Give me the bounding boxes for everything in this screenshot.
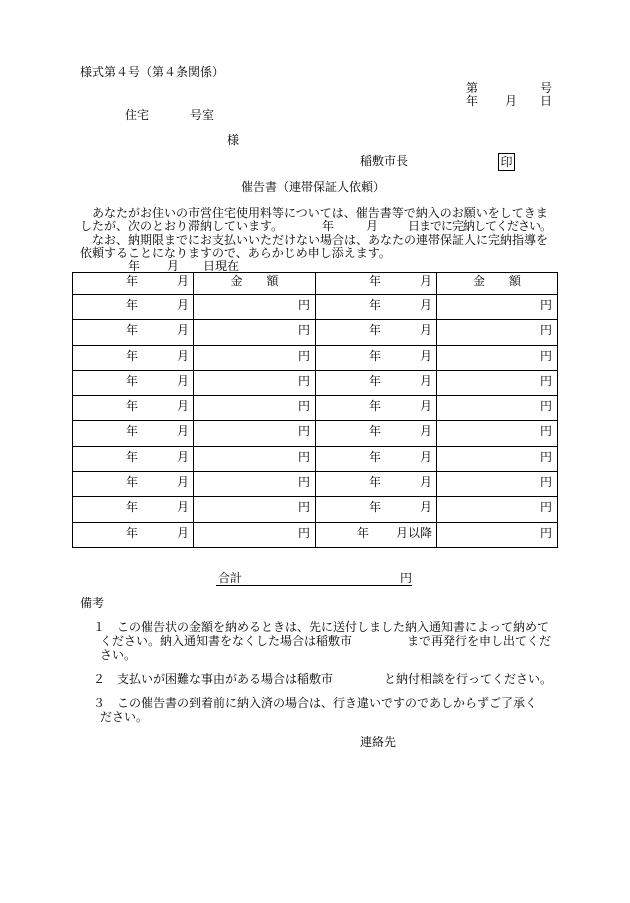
period-cell-left [73, 345, 194, 370]
amount-cell-left [194, 396, 316, 421]
year-label: 年 [126, 399, 139, 414]
period-cell-left [73, 320, 194, 345]
year-label: 年 [369, 500, 382, 515]
period-cell-right [316, 421, 437, 446]
amount-cell-left [194, 295, 316, 320]
table-body [73, 295, 558, 548]
period-cell-left [73, 370, 194, 395]
period-cell-right [316, 446, 437, 471]
table-row [73, 320, 558, 345]
yen-unit: 円 [539, 475, 552, 490]
period-cell-right [316, 396, 437, 421]
year-label: 年 [369, 475, 382, 490]
yen-unit: 円 [539, 348, 552, 363]
header-amount-label: 金 額 [472, 274, 521, 288]
year-label: 年 [126, 449, 139, 464]
header-month-label: 月 [420, 274, 433, 288]
amount-cell-left [194, 522, 316, 547]
month-label: 月 [420, 449, 433, 464]
amount-cell-right [437, 497, 558, 522]
year-label: 年 [126, 298, 139, 312]
deadline-year: 年 [322, 219, 335, 233]
yen-unit: 円 [539, 298, 552, 312]
header-period-right [316, 273, 437, 295]
period-cell-right [316, 320, 437, 345]
yen-unit: 円 [297, 475, 310, 490]
period-cell-right [316, 472, 437, 497]
header-period-left [73, 273, 194, 295]
table-header-row [73, 273, 558, 295]
year-label: 年 [126, 348, 139, 363]
month-label: 月 [177, 449, 190, 464]
remarks-heading: 備考 [80, 596, 105, 610]
yen-unit: 円 [539, 323, 552, 338]
remark-1-line-2a: ください。納入通知書をなくした場合は稲敷市 [100, 634, 353, 648]
period-cell-left [73, 522, 194, 547]
yen-unit: 円 [297, 424, 310, 439]
month-label: 月 [420, 500, 433, 515]
table-row [73, 370, 558, 395]
period-cell-left [73, 472, 194, 497]
year-label: 年 [369, 348, 382, 363]
year-label: 年 [369, 449, 382, 464]
remark-2-part-a: ２ 支払いが困難な事由がある場合は稲敷市 [93, 672, 334, 686]
header-year-label: 年 [369, 274, 382, 288]
header-amount-right [437, 273, 558, 295]
amount-cell-right [437, 370, 558, 395]
period-cell-left [73, 446, 194, 471]
period-cell-right [316, 345, 437, 370]
period-cell-right [316, 497, 437, 522]
amount-cell-left [194, 345, 316, 370]
header-month-label: 月 [177, 274, 190, 288]
as-of-rest: 日現在 [203, 259, 240, 273]
table-row [73, 295, 558, 320]
yen-unit: 円 [539, 500, 552, 515]
remark-2-part-b: と納付相談を行ってください。 [384, 672, 553, 686]
body-paragraph-2-line-1: なお、納期限までにお支払いいただけない場合は、あなたの連帯保証人に完納指導を [80, 233, 549, 247]
year-label: 年 [369, 373, 382, 388]
body-paragraph-1-line-2: したが、次のとおり滞納しています。 [80, 219, 284, 233]
table-row [73, 396, 558, 421]
table-head [73, 273, 558, 295]
period-cell-left [73, 497, 194, 522]
contact-label: 連絡先 [360, 735, 397, 749]
year-label: 年 [126, 323, 139, 338]
deadline-rest: 日までに完納してください。 [408, 219, 552, 233]
year-label: 年 [357, 525, 370, 540]
period-cell-left [73, 421, 194, 446]
month-label: 月 [177, 399, 190, 414]
amount-cell-left [194, 472, 316, 497]
doc-number-suffix: 号 [540, 81, 553, 95]
document-title: 催告書（連帯保証人依頼） [241, 180, 386, 194]
month-label: 月 [420, 323, 433, 338]
header-amount-label: 金 額 [230, 274, 279, 288]
amount-cell-left [194, 320, 316, 345]
amount-cell-left [194, 370, 316, 395]
yen-unit: 円 [297, 500, 310, 515]
remark-1-line-1: １ この催告状の金額を納めるときは、先に送付しました納入通知書によって納めて [93, 620, 550, 634]
total-underline [216, 572, 412, 586]
arrears-table [72, 272, 558, 548]
issue-date-month: 月 [505, 94, 518, 108]
amount-cell-left [194, 421, 316, 446]
year-label: 年 [126, 525, 139, 540]
doc-number-prefix: 第 [466, 81, 479, 95]
month-label: 月 [420, 399, 433, 414]
total-unit: 円 [400, 571, 413, 585]
table-row [73, 497, 558, 522]
amount-cell-left [194, 497, 316, 522]
total-label: 合計 [218, 571, 243, 585]
sender-name: 稲敷市長 [360, 154, 409, 168]
deadline-month: 月 [366, 219, 379, 233]
period-cell-left [73, 396, 194, 421]
month-label: 月 [177, 500, 190, 515]
amount-cell-right [437, 345, 558, 370]
period-cell-right [316, 295, 437, 320]
table-row [73, 472, 558, 497]
month-label: 月 [177, 298, 190, 312]
year-label: 年 [126, 475, 139, 490]
yen-unit: 円 [539, 525, 552, 540]
amount-cell-right [437, 472, 558, 497]
amount-cell-right [437, 522, 558, 547]
year-label: 年 [126, 500, 139, 515]
remark-3-line-2: ださい。 [100, 710, 149, 724]
month-label: 月 [177, 424, 190, 439]
year-label: 年 [369, 323, 382, 338]
yen-unit: 円 [297, 348, 310, 363]
yen-unit: 円 [297, 525, 310, 540]
month-label: 月 [420, 348, 433, 363]
remark-3-line-1: ３ この催告書の到着前に納入済の場合は、行き違いですのであしからずご了承く [93, 696, 538, 710]
period-cell-left [73, 295, 194, 320]
month-label: 月 [420, 424, 433, 439]
month-label: 月 [177, 373, 190, 388]
month-label: 月 [177, 525, 190, 540]
issue-date-year: 年 [466, 94, 479, 108]
yen-unit: 円 [539, 449, 552, 464]
amount-cell-right [437, 320, 558, 345]
issue-date-day: 日 [540, 94, 553, 108]
seal-mark: 印 [498, 153, 515, 171]
amount-cell-right [437, 446, 558, 471]
yen-unit: 円 [297, 399, 310, 414]
remark-1-line-2b: まで再発行を申し出てくだ [407, 634, 552, 648]
table-row [73, 446, 558, 471]
amount-cell-right [437, 421, 558, 446]
table-row [73, 345, 558, 370]
header-amount-left [194, 273, 316, 295]
period-cell-right [316, 370, 437, 395]
remark-1-line-3: さい。 [100, 648, 137, 662]
month-label: 月以降 [396, 525, 433, 540]
yen-unit: 円 [539, 399, 552, 414]
yen-unit: 円 [297, 323, 310, 338]
month-label: 月 [420, 373, 433, 388]
month-label: 月 [177, 323, 190, 338]
year-label: 年 [369, 399, 382, 414]
as-of-year: 年 [128, 259, 141, 273]
amount-cell-right [437, 295, 558, 320]
recipient-housing-label: 住宅 [125, 108, 150, 122]
header-year-label: 年 [126, 274, 139, 288]
yen-unit: 円 [297, 373, 310, 388]
month-label: 月 [420, 475, 433, 490]
yen-unit: 円 [297, 298, 310, 312]
month-label: 月 [177, 475, 190, 490]
period-cell-right [316, 522, 437, 547]
body-paragraph-1-line-1: あなたがお住いの市営住宅使用料等については、催告書等で納入のお願いをしてきま [80, 206, 548, 220]
form-number-label: 様式第４号（第４条関係） [80, 65, 225, 79]
year-label: 年 [369, 424, 382, 439]
year-label: 年 [126, 424, 139, 439]
year-label: 年 [369, 298, 382, 312]
table-row [73, 421, 558, 446]
month-label: 月 [177, 348, 190, 363]
yen-unit: 円 [539, 373, 552, 388]
table-row [73, 522, 558, 547]
recipient-room-label: 号室 [190, 108, 215, 122]
amount-cell-left [194, 446, 316, 471]
as-of-month: 月 [167, 259, 180, 273]
yen-unit: 円 [539, 424, 552, 439]
year-label: 年 [126, 373, 139, 388]
recipient-honorific: 様 [227, 133, 240, 147]
body-paragraph-2-line-2: 依頼することになりますので、あらかじめ申し添えます。 [80, 246, 391, 260]
yen-unit: 円 [297, 449, 310, 464]
amount-cell-right [437, 396, 558, 421]
month-label: 月 [420, 298, 433, 312]
